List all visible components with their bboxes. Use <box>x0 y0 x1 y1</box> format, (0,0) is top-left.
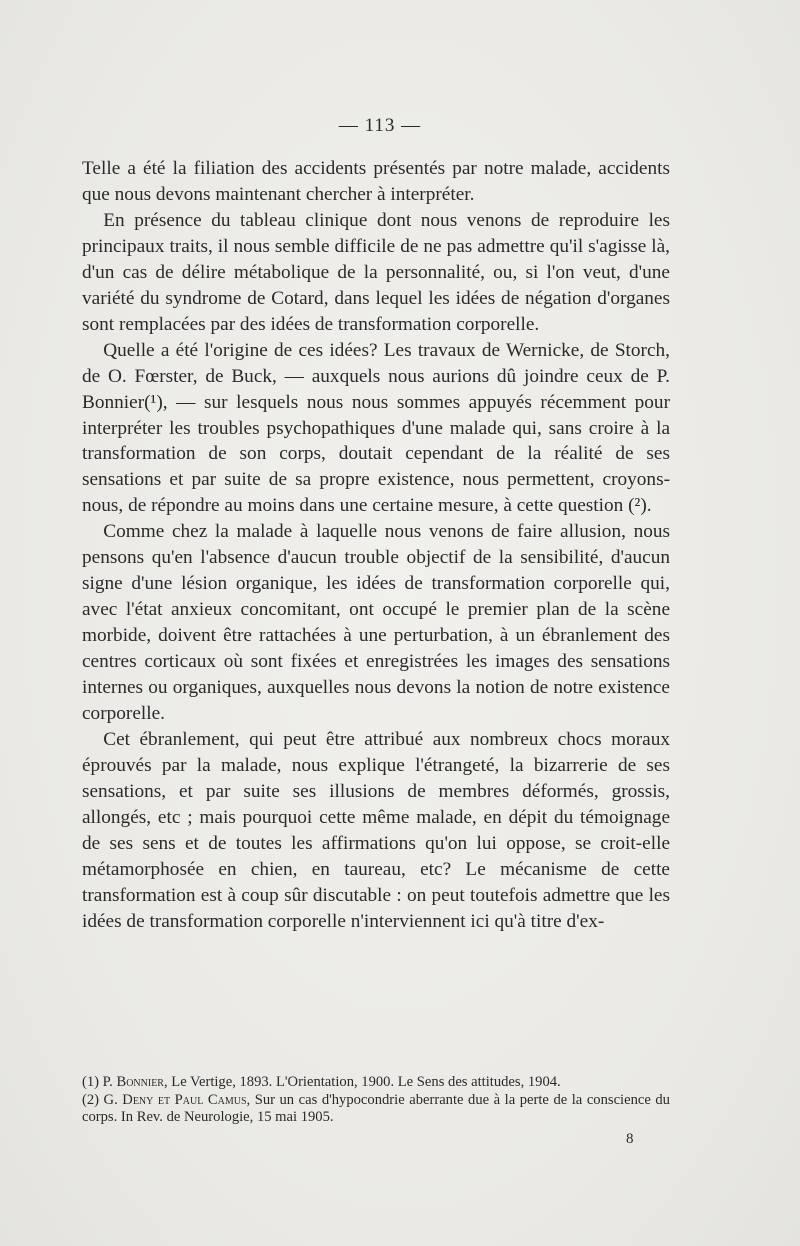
footnote-2-between: et Paul <box>153 1091 208 1108</box>
body-text <box>82 156 670 935</box>
footnote-1-text: , Le Vertige, 1893. L'Orientation, 1900. Le Sens des attitudes, 1904. <box>163 1074 561 1090</box>
footnote-1-author: Bonnier <box>116 1074 164 1090</box>
signature-mark: 8 <box>626 1131 634 1147</box>
page-number: — 113 — <box>338 115 422 136</box>
footnote-2 <box>82 1092 670 1127</box>
footnote-1 <box>82 1074 670 1092</box>
paragraph-1: Telle a été la filiation des accidents présentés par notre malade, accidents que nous devons maintenant chercher à interpréter. <box>82 158 670 205</box>
paragraph-5: Cet ébranlement, qui peut être attribué aux nombreux chocs moraux éprouvés par la malade, nous explique l'étrangeté, la bizarrerie de ses sensations, et par suite ses illusions de membres déformés, grossis, allongés, etc ; mais pourquoi cette même malade, en dépit du témoignage de ses sens et de toutes les affirmations qu'on lui oppose, se croit-elle métamorphosée en chien, en taureau, etc? Le mécanisme de cette transformation est à coup sûr discutable : on peut toutefois admettre que les idées de transformation corporelle n'interviennent ici qu'à titre d'ex- <box>82 728 670 932</box>
footnote-2-author-2: Camus <box>207 1091 247 1108</box>
footnotes <box>82 1074 670 1127</box>
footnote-1-marker: (1) P. <box>82 1074 117 1090</box>
footnote-2-marker: (2) G. <box>82 1091 123 1108</box>
paragraph-4: Comme chez la malade à laquelle nous venons de faire allusion, nous pensons qu'en l'absence d'aucun trouble objectif de la sensibilité, d'aucun signe d'une lésion organique, les idées de transformation corporelle qui, avec l'état anxieux concomitant, ont occupé le premier plan de la scène morbide, doivent être rattachées à une perturbation, à un ébranlement des centres corticaux où sont fixées et enregistrées les images des sensations internes ou organiques, auxquelles nous devons la notion de notre existence corporelle. <box>82 521 670 725</box>
paragraph-3: Quelle a été l'origine de ces idées? Les travaux de Wernicke, de Storch, de O. Fœrster, de Buck, — auxquels nous aurions dû joindre ceux de P. Bonnier(¹), — sur lesquels nous nous sommes appuyés récemment pour interpréter les troubles psychopathiques d'une malade qui, sans croire à la transformation de son corps, doutait cependant de la réalité de ses sensations et par suite de sa propre existence, nous permettent, croyons-nous, de répondre au moins dans une certaine mesure, à cette question (²). <box>82 339 670 517</box>
paragraph-2: En présence du tableau clinique dont nous venons de reproduire les principaux traits, il nous semble difficile de ne pas admettre qu'il s'agisse là, d'un cas de délire métabolique de la personnalité, ou, si l'on veut, d'une variété du syndrome de Cotard, dans lequel les idées de négation d'organes sont remplacées par des idées de transformation corporelle. <box>82 209 670 335</box>
footnote-2-text: , Sur un cas d'hypocondrie aberrante due à la perte de la conscience du corps. In Rev. de Neurologie, 15 mai 1905. <box>82 1091 670 1125</box>
footnote-2-author-1: Deny <box>122 1091 154 1108</box>
